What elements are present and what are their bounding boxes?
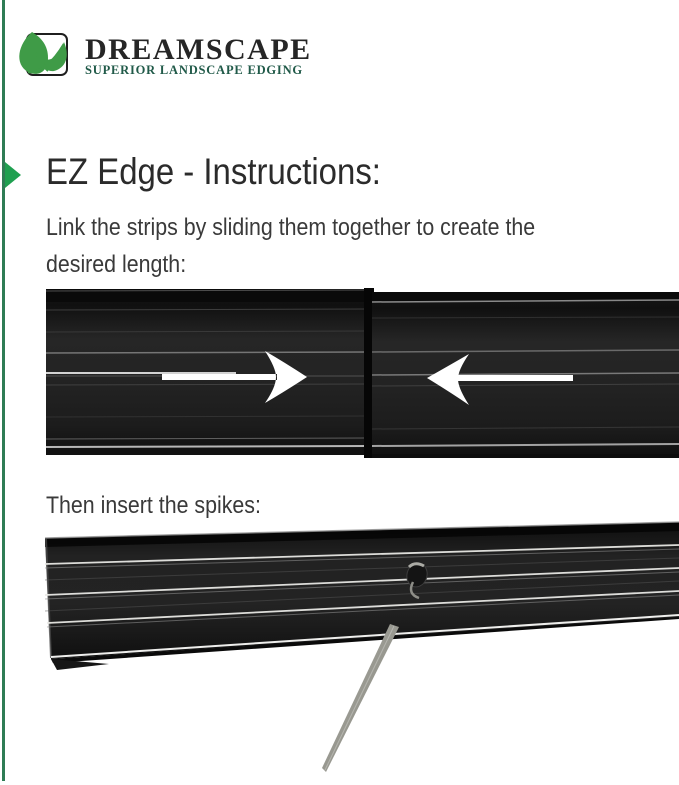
brand-tagline: SUPERIOR LANDSCAPE EDGING: [85, 63, 303, 77]
left-strip: [46, 289, 368, 455]
accent-vertical-line: [2, 0, 5, 781]
page-title: EZ Edge - Instructions:: [46, 151, 381, 192]
brand-name: DREAMSCAPE: [85, 33, 312, 66]
edging-strip: [45, 522, 679, 670]
figure-joining-strips: [46, 288, 679, 458]
leaf-logo-icon: [12, 26, 74, 84]
intro-line-1: Link the strips by sliding them together to create the: [46, 214, 536, 241]
step2-label: Then insert the spikes:: [46, 492, 261, 519]
figure-spike-strip: [45, 518, 679, 780]
section-arrow-marker-icon: [5, 162, 21, 188]
spike: [322, 624, 399, 772]
brand-header: [0, 0, 360, 100]
intro-line-2: desired length:: [46, 251, 187, 278]
